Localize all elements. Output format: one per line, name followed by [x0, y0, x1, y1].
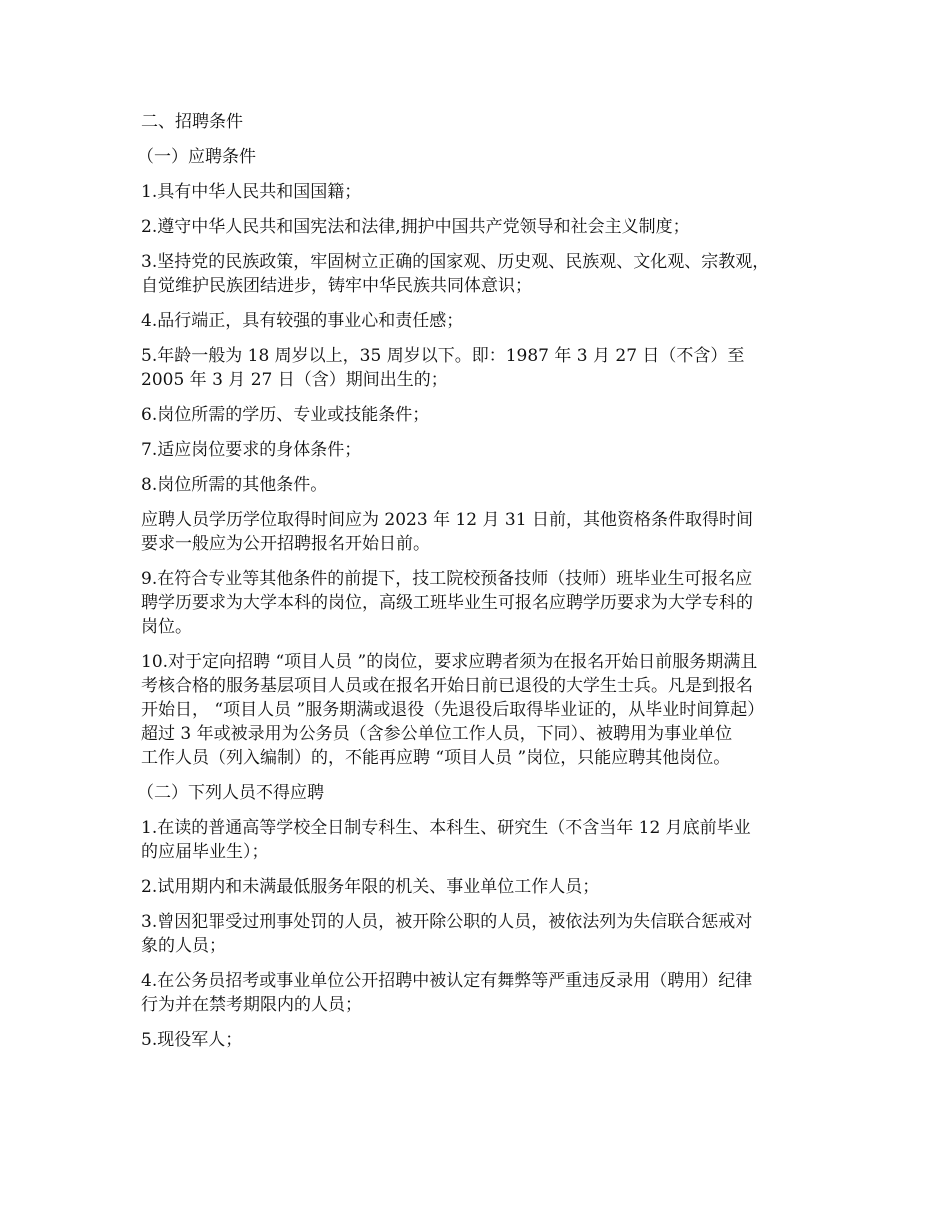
condition-item — [141, 215, 831, 239]
eligibility-conditions-list — [141, 180, 831, 770]
text-line: 开始日， “项目人员 ”服务期满或退役（先退役后取得毕业证的，从毕业时间算起） — [141, 700, 765, 720]
condition-item — [141, 344, 831, 392]
text-line: 2.试用期内和未满最低服务年限的机关、事业单位工作人员； — [141, 877, 600, 897]
exclusion-item — [141, 1028, 831, 1052]
text-line: 9.在符合专业等其他条件的前提下，技工院校预备技师（技师）班毕业生可报名应 — [141, 569, 753, 589]
text-line: 5.现役军人； — [141, 1030, 243, 1050]
text-line: 6.岗位所需的学历、专业或技能条件； — [141, 405, 430, 425]
text-line: 8.岗位所需的其他条件。 — [141, 475, 328, 495]
exclusion-item — [141, 969, 831, 1017]
text-line: 10.对于定向招聘 “项目人员 ”的岗位，要求应聘者须为在报名开始日前服务期满且 — [141, 652, 758, 672]
exclusion-item — [141, 875, 831, 899]
text-line: 7.适应岗位要求的身体条件； — [141, 440, 362, 460]
subsection-title-exclusions: （二）下列人员不得应聘 — [137, 783, 324, 803]
exclusion-item — [141, 816, 831, 864]
text-line: 4.在公务员招考或事业单位公开招聘中被认定有舞弊等严重违反录用（聘用）纪律 — [141, 971, 753, 991]
text-line: 行为并在禁考期限内的人员； — [141, 995, 362, 1015]
condition-item — [141, 650, 831, 770]
text-line: 考核合格的服务基层项目人员或在报名开始日前已退役的大学生士兵。凡是到报名 — [141, 676, 753, 696]
text-line: 工作人员（列入编制）的，不能再应聘 “项目人员 ”岗位，只能应聘其他岗位。 — [141, 748, 731, 768]
text-line: 的应届毕业生）； — [141, 842, 269, 862]
text-line: 3.坚持党的民族政策，牢固树立正确的国家观、历史观、民族观、文化观、宗教观， — [141, 252, 770, 272]
text-line: 岗位。 — [141, 617, 192, 637]
subsection-title-eligibility: （一）应聘条件 — [137, 147, 256, 167]
condition-item — [141, 567, 831, 639]
condition-item — [141, 180, 831, 204]
text-line: 超过 3 年或被录用为公务员（含参公单位工作人员，下同）、被聘用为事业单位 — [141, 724, 733, 744]
text-line: 自觉维护民族团结进步，铸牢中华民族共同体意识； — [141, 276, 532, 296]
condition-item — [141, 309, 831, 333]
text-line: 1.在读的普通高等学校全日制专科生、本科生、研究生（不含当年 12 月底前毕业 — [141, 818, 751, 838]
text-line: 5.年龄一般为 18 周岁以上，35 周岁以下。即：1987 年 3 月 27 日（不含）至 — [141, 346, 745, 366]
document-body — [137, 110, 831, 1063]
text-line: 要求一般应为公开招聘报名开始日前。 — [141, 534, 430, 554]
text-line: 2.遵守中华人民共和国宪法和法律,拥护中国共产党领导和社会主义制度； — [141, 217, 690, 237]
text-line: 2005 年 3 月 27 日（含）期间出生的； — [141, 370, 448, 390]
exclusions-list — [141, 816, 831, 1052]
condition-item — [141, 438, 831, 462]
text-line: 1.具有中华人民共和国国籍； — [141, 182, 362, 202]
condition-item — [141, 473, 831, 497]
condition-item — [141, 250, 831, 298]
text-line: 3.曾因犯罪受过刑事处罚的人员，被开除公职的人员，被依法列为失信联合惩戒对 — [141, 912, 753, 932]
text-line: 象的人员； — [141, 936, 226, 956]
condition-item — [141, 508, 831, 556]
text-line: 应聘人员学历学位取得时间应为 2023 年 12 月 31 日前，其他资格条件取得时间 — [141, 510, 753, 530]
text-line: 4.品行端正，具有较强的事业心和责任感； — [141, 311, 464, 331]
exclusion-item — [141, 910, 831, 958]
section-title: 二、招聘条件 — [141, 112, 243, 132]
text-line: 聘学历要求为大学本科的岗位，高级工班毕业生可报名应聘学历要求为大学专科的 — [141, 593, 753, 613]
condition-item — [141, 403, 831, 427]
